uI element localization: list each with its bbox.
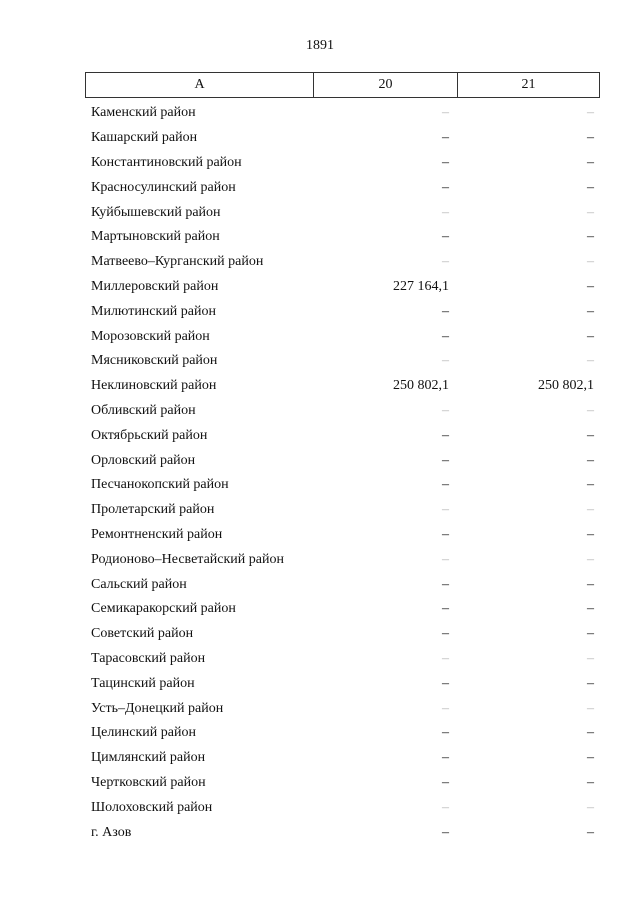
row-value-21: –: [587, 303, 594, 319]
table-row: [85, 771, 600, 796]
row-value-20: 227 164,1: [393, 278, 449, 294]
row-name: Мартыновский район: [91, 229, 220, 245]
row-value-21: –: [587, 576, 594, 592]
row-value-21: –: [587, 328, 594, 344]
row-value-20: –: [442, 353, 449, 369]
row-value-21: –: [587, 452, 594, 468]
row-value-20: –: [442, 229, 449, 245]
row-name: Обливский район: [91, 402, 196, 418]
row-value-21: –: [587, 824, 594, 840]
table-row: [85, 448, 600, 473]
row-name: Морозовский район: [91, 328, 210, 344]
row-name: Целинский район: [91, 725, 196, 741]
row-name: Пролетарский район: [91, 502, 215, 518]
row-value-20: –: [442, 502, 449, 518]
row-value-21: –: [587, 526, 594, 542]
row-value-20: –: [442, 526, 449, 542]
row-name: Неклиновский район: [91, 378, 217, 394]
table-row: [85, 572, 600, 597]
table-row: [85, 349, 600, 374]
table-header: [85, 72, 600, 98]
row-name: Тарасовский район: [91, 650, 206, 666]
row-name: Семикаракорский район: [91, 601, 236, 617]
row-value-21: –: [587, 278, 594, 294]
row-value-21: –: [587, 477, 594, 493]
row-value-21: –: [587, 700, 594, 716]
table-row: [85, 795, 600, 820]
row-name: Тацинский район: [91, 675, 195, 691]
row-value-20: –: [442, 725, 449, 741]
row-value-20: –: [442, 402, 449, 418]
row-name: Кашарский район: [91, 130, 198, 146]
row-name: Орловский район: [91, 452, 196, 468]
row-value-20: –: [442, 750, 449, 766]
table-row: [85, 597, 600, 622]
row-name: Ремонтненский район: [91, 526, 223, 542]
table-row: [85, 275, 600, 300]
row-name: Октябрьский район: [91, 427, 208, 443]
row-value-20: –: [442, 477, 449, 493]
row-value-21: –: [587, 154, 594, 170]
row-name: Песчанокопский район: [91, 477, 229, 493]
table-row: [85, 200, 600, 225]
table-row: [85, 423, 600, 448]
row-value-21: –: [587, 229, 594, 245]
row-value-20: –: [442, 626, 449, 642]
table-row: [85, 473, 600, 498]
table-row: [85, 299, 600, 324]
table-row: [85, 399, 600, 424]
table-row: [85, 101, 600, 126]
row-value-20: –: [442, 601, 449, 617]
row-value-21: –: [587, 130, 594, 146]
header-col-20: 20: [314, 73, 458, 97]
row-value-20: –: [442, 675, 449, 691]
header-col-a: А: [86, 73, 314, 97]
row-value-20: –: [442, 650, 449, 666]
row-value-20: –: [442, 154, 449, 170]
row-name: Усть–Донецкий район: [91, 700, 224, 716]
table-row: [85, 547, 600, 572]
row-value-20: –: [442, 700, 449, 716]
row-name: г. Азов: [91, 824, 132, 840]
table-row: [85, 622, 600, 647]
row-value-21: –: [587, 626, 594, 642]
row-value-20: –: [442, 254, 449, 270]
table-body: [85, 101, 600, 845]
row-value-21: –: [587, 427, 594, 443]
row-value-21: –: [587, 601, 594, 617]
row-name: Сальский район: [91, 576, 187, 592]
table-row: [85, 250, 600, 275]
row-value-20: –: [442, 105, 449, 121]
row-name: Шолоховский район: [91, 799, 213, 815]
table-row: [85, 126, 600, 151]
row-name: Родионово–Несветайский район: [91, 551, 284, 567]
row-name: Константиновский район: [91, 154, 242, 170]
table-row: [85, 225, 600, 250]
row-name: Мясниковский район: [91, 353, 218, 369]
page-number: 1891: [306, 38, 334, 53]
row-value-21: –: [587, 650, 594, 666]
row-value-21: –: [587, 402, 594, 418]
row-value-21: –: [587, 502, 594, 518]
row-value-21: –: [587, 105, 594, 121]
row-value-20: –: [442, 799, 449, 815]
row-name: Милютинский район: [91, 303, 217, 319]
table-row: [85, 498, 600, 523]
table-row: [85, 175, 600, 200]
row-name: Чертковский район: [91, 774, 206, 790]
row-value-21: –: [587, 750, 594, 766]
row-name: Матвеево–Курганский район: [91, 254, 264, 270]
row-name: Цимлянский район: [91, 750, 206, 766]
table-row: [85, 671, 600, 696]
row-name: Красносулинский район: [91, 179, 236, 195]
row-value-20: –: [442, 303, 449, 319]
row-value-20: 250 802,1: [393, 378, 449, 394]
row-value-21: –: [587, 551, 594, 567]
table-row: [85, 324, 600, 349]
row-value-20: –: [442, 576, 449, 592]
row-value-20: –: [442, 452, 449, 468]
row-name: Миллеровский район: [91, 278, 219, 294]
row-name: Каменский район: [91, 105, 196, 121]
row-value-21: –: [587, 254, 594, 270]
row-value-21: –: [587, 799, 594, 815]
header-col-21: 21: [521, 77, 536, 92]
row-value-21: –: [587, 353, 594, 369]
table-row: [85, 820, 600, 845]
table-row: [85, 647, 600, 672]
table-row: [85, 374, 600, 399]
row-value-21: –: [587, 179, 594, 195]
row-value-20: –: [442, 551, 449, 567]
table-row: [85, 523, 600, 548]
table-row: [85, 696, 600, 721]
table-row: [85, 746, 600, 771]
row-value-21: –: [587, 204, 594, 220]
row-name: Куйбышевский район: [91, 204, 221, 220]
row-value-21: –: [587, 675, 594, 691]
row-value-20: –: [442, 179, 449, 195]
row-value-20: –: [442, 427, 449, 443]
row-value-21: –: [587, 725, 594, 741]
table-row: [85, 721, 600, 746]
row-value-20: –: [442, 774, 449, 790]
row-value-20: –: [442, 824, 449, 840]
row-value-21: 250 802,1: [538, 378, 594, 394]
row-value-21: –: [587, 774, 594, 790]
row-value-20: –: [442, 328, 449, 344]
row-value-20: –: [442, 130, 449, 146]
table-row: [85, 151, 600, 176]
row-value-20: –: [442, 204, 449, 220]
row-name: Советский район: [91, 626, 194, 642]
